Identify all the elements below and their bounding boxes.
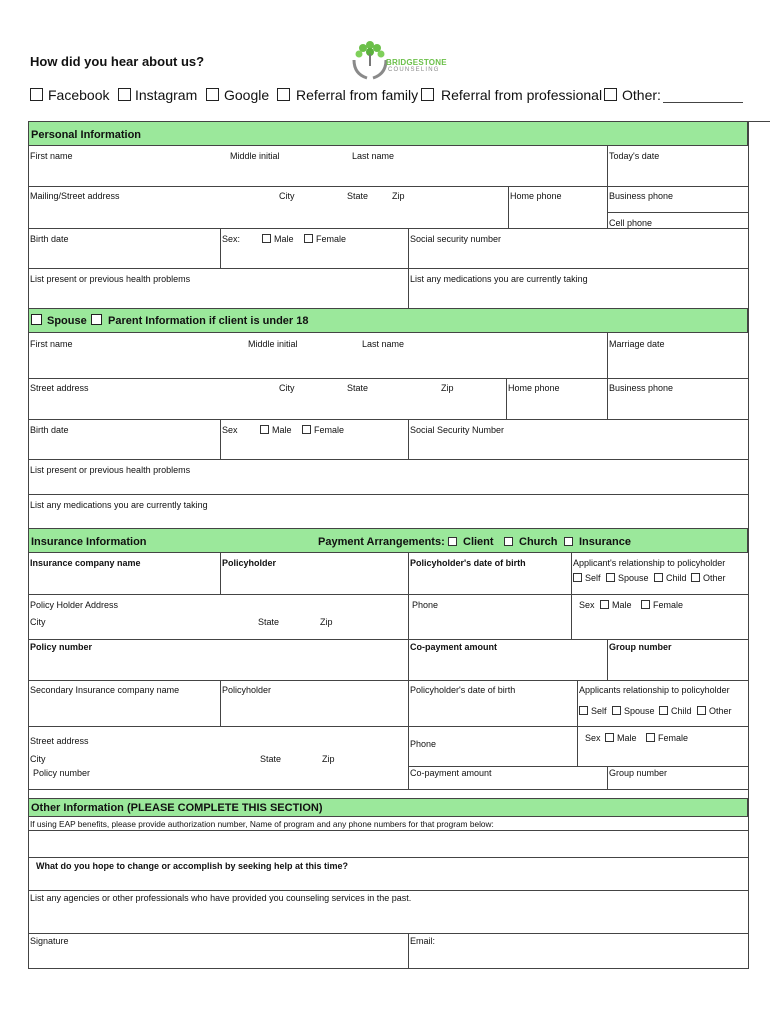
secondary-female-label: Female (658, 733, 689, 743)
rel-other-option[interactable] (691, 573, 726, 584)
divider (28, 186, 748, 187)
secondary-copay-field[interactable]: Co-payment amount (410, 768, 492, 778)
divider (28, 494, 748, 495)
business-phone-field[interactable]: Business phone (609, 191, 674, 201)
spouse-sex-label: Sex (222, 425, 238, 435)
secondary-zip-field[interactable]: Zip (322, 754, 335, 764)
copay-field[interactable]: Co-payment amount (410, 642, 498, 652)
divider (28, 890, 748, 891)
policyholder-dob-field[interactable]: Policyholder's date of birth (410, 558, 526, 568)
form-right-border (748, 121, 749, 969)
sec-rel-spouse-option[interactable] (612, 706, 655, 717)
rel-self-option[interactable] (573, 573, 601, 584)
spouse-first-name-field[interactable]: First name (30, 339, 73, 349)
divider (408, 553, 409, 680)
rel-other-label: Other (703, 573, 726, 583)
payment-insurance-label: Insurance (579, 536, 631, 548)
sec-rel-self-label: Self (591, 706, 607, 716)
sex-label: Sex: (222, 234, 241, 244)
referral-family-checkbox[interactable] (277, 88, 290, 101)
holder-female-checkbox[interactable] (641, 600, 650, 609)
secondary-policyholder-field[interactable]: Policyholder (222, 685, 272, 695)
spouse-section-header (28, 308, 748, 333)
holder-sex-label: Sex (579, 600, 595, 610)
divider (28, 857, 748, 858)
payment-client-option[interactable] (448, 535, 494, 549)
ssn-field[interactable]: Social security number (410, 234, 502, 244)
divider (28, 459, 748, 460)
rel-spouse-checkbox[interactable] (606, 573, 615, 582)
holder-city-field[interactable]: City (30, 617, 46, 627)
google-label: Google (224, 87, 270, 103)
spouse-last-name-field[interactable]: Last name (362, 339, 405, 349)
secondary-female-option[interactable] (646, 733, 688, 744)
divider (28, 789, 748, 790)
divider (571, 553, 572, 639)
divider (28, 594, 748, 595)
spouse-city-field[interactable]: City (279, 383, 295, 393)
divider (28, 933, 748, 934)
payment-insurance-option[interactable] (564, 535, 631, 549)
divider (28, 378, 748, 379)
brand-name: BRIDGESTONE (386, 58, 447, 67)
agencies-field[interactable]: List any agencies or other professionals who have provided you counseling services in the past. (30, 893, 412, 903)
spouse-female-label: Female (314, 425, 345, 435)
instagram-checkbox[interactable] (118, 88, 131, 101)
divider (28, 830, 748, 831)
other-checkbox[interactable] (604, 88, 617, 101)
secondary-sex-label: Sex (585, 733, 601, 743)
payment-church-label: Church (519, 536, 558, 548)
relationship-label: Applicant's relationship to policyholder (573, 558, 726, 568)
holder-address-field[interactable]: Policy Holder Address (30, 600, 119, 610)
spouse-male-checkbox[interactable] (260, 425, 269, 434)
parent-checkbox[interactable] (91, 314, 102, 325)
divider (577, 680, 578, 767)
payment-client-checkbox[interactable] (448, 537, 457, 546)
facebook-label: Facebook (48, 87, 110, 103)
rel-self-label: Self (585, 573, 601, 583)
brand-logo (350, 38, 450, 82)
instagram-label: Instagram (135, 87, 198, 103)
spouse-male-option[interactable] (260, 425, 292, 436)
referral-family-label: Referral from family (296, 87, 419, 103)
group-number-field[interactable]: Group number (609, 642, 672, 652)
spouse-business-phone-field[interactable]: Business phone (609, 383, 674, 393)
sec-rel-child-checkbox[interactable] (659, 706, 668, 715)
spouse-zip-field[interactable]: Zip (441, 383, 454, 393)
zip-field[interactable]: Zip (392, 191, 405, 201)
divider (408, 419, 409, 459)
rel-child-label: Child (666, 573, 687, 583)
spouse-checkbox[interactable] (31, 314, 42, 325)
other-section-title: Other Information (PLEASE COMPLETE THIS SECTION) (31, 802, 323, 814)
sec-rel-child-option[interactable] (659, 706, 692, 717)
divider (508, 186, 509, 228)
spouse-label: Spouse (47, 315, 87, 327)
female-checkbox[interactable] (304, 234, 313, 243)
last-name-field[interactable]: Last name (352, 151, 395, 161)
form-question: How did you hear about us? (30, 54, 205, 69)
secondary-male-option[interactable] (605, 733, 637, 744)
rel-child-checkbox[interactable] (654, 573, 663, 582)
spouse-state-field[interactable]: State (347, 383, 369, 393)
male-option[interactable] (262, 234, 294, 245)
secondary-city-field[interactable]: City (30, 754, 46, 764)
holder-zip-field[interactable]: Zip (320, 617, 333, 627)
divider (28, 639, 748, 640)
secondary-male-label: Male (617, 733, 637, 743)
spouse-birth-date-field[interactable]: Birth date (30, 425, 69, 435)
cell-phone-field[interactable]: Cell phone (609, 218, 653, 228)
rel-spouse-label: Spouse (618, 573, 649, 583)
header-tail-line (748, 121, 770, 122)
payment-insurance-checkbox[interactable] (564, 537, 573, 546)
insurance-company-field[interactable]: Insurance company name (30, 558, 141, 568)
holder-female-label: Female (653, 600, 684, 610)
medications-field[interactable]: List any medications you are currently taking (410, 274, 588, 284)
birth-date-field[interactable]: Birth date (30, 234, 69, 244)
rel-spouse-option[interactable] (606, 573, 649, 584)
signature-field[interactable]: Signature (30, 936, 69, 946)
spouse-street-address-field[interactable]: Street address (30, 383, 89, 393)
sec-rel-spouse-checkbox[interactable] (612, 706, 621, 715)
payment-church-checkbox[interactable] (504, 537, 513, 546)
secondary-state-field[interactable]: State (260, 754, 282, 764)
secondary-group-number-field[interactable]: Group number (609, 768, 668, 778)
holder-male-checkbox[interactable] (600, 600, 609, 609)
divider (607, 186, 608, 228)
other-label: Other: (622, 87, 661, 103)
other-section-header (28, 798, 748, 817)
spouse-ssn-field[interactable]: Social Security Number (410, 425, 505, 435)
payment-church-option[interactable] (504, 535, 558, 549)
divider (220, 553, 221, 594)
middle-initial-field[interactable]: Middle initial (230, 151, 280, 161)
city-field[interactable]: City (279, 191, 295, 201)
state-field[interactable]: State (347, 191, 369, 201)
secondary-relationship-label: Applicants relationship to policyholder (579, 685, 730, 695)
divider (607, 212, 748, 213)
secondary-phone-field[interactable]: Phone (410, 739, 437, 749)
holder-female-option[interactable] (641, 600, 683, 611)
secondary-male-checkbox[interactable] (605, 733, 614, 742)
personal-section-title: Personal Information (31, 129, 142, 141)
spouse-female-option[interactable] (302, 425, 344, 436)
divider (28, 680, 748, 681)
payment-arrangements-label: Payment Arrangements: (318, 536, 445, 548)
sec-rel-self-checkbox[interactable] (579, 706, 588, 715)
personal-section-header (28, 121, 748, 146)
divider (408, 680, 409, 789)
divider (607, 333, 608, 378)
health-problems-field[interactable]: List present or previous health problems (30, 274, 191, 284)
hope-field[interactable]: What do you hope to change or accomplish by seeking help at this time? (36, 861, 349, 871)
divider (408, 933, 409, 969)
female-option[interactable] (304, 234, 346, 245)
spouse-middle-initial-field[interactable]: Middle initial (248, 339, 298, 349)
male-label: Male (274, 234, 294, 244)
divider (607, 378, 608, 419)
divider (220, 419, 221, 459)
referral-professional-checkbox[interactable] (421, 88, 434, 101)
holder-state-field[interactable]: State (258, 617, 280, 627)
spouse-medications-field[interactable]: List any medications you are currently taking (30, 500, 208, 510)
sec-rel-other-label: Other (709, 706, 732, 716)
form-bottom-border (28, 968, 749, 969)
sec-rel-self-option[interactable] (579, 706, 607, 717)
divider (28, 228, 748, 229)
insurance-section-header (28, 528, 748, 553)
divider (607, 766, 608, 789)
divider (607, 639, 608, 680)
todays-date-field[interactable]: Today's date (609, 151, 660, 161)
spouse-male-label: Male (272, 425, 292, 435)
home-phone-field[interactable]: Home phone (510, 191, 562, 201)
sec-rel-other-checkbox[interactable] (697, 706, 706, 715)
secondary-company-field[interactable]: Secondary Insurance company name (30, 685, 180, 695)
first-name-field[interactable]: First name (30, 151, 73, 161)
mailing-address-field[interactable]: Mailing/Street address (30, 191, 120, 201)
logo-tree-icon (350, 38, 390, 80)
facebook-checkbox[interactable] (30, 88, 43, 101)
divider (28, 268, 748, 269)
male-checkbox[interactable] (262, 234, 271, 243)
secondary-dob-field[interactable]: Policyholder's date of birth (410, 685, 516, 695)
other-input-line[interactable] (663, 102, 743, 103)
sec-rel-child-label: Child (671, 706, 692, 716)
spouse-home-phone-field[interactable]: Home phone (508, 383, 560, 393)
divider (506, 378, 507, 419)
google-checkbox[interactable] (206, 88, 219, 101)
rel-child-option[interactable] (654, 573, 687, 584)
payment-client-label: Client (463, 536, 494, 548)
secondary-street-address-field[interactable]: Street address (30, 736, 89, 746)
holder-male-option[interactable] (600, 600, 632, 611)
policyholder-field[interactable]: Policyholder (222, 558, 277, 568)
female-label: Female (316, 234, 347, 244)
secondary-policy-number-field[interactable]: Policy number (33, 768, 91, 778)
divider (408, 766, 748, 767)
email-field[interactable]: Email: (410, 936, 436, 946)
policy-number-field[interactable]: Policy number (30, 642, 93, 652)
rel-other-checkbox[interactable] (691, 573, 700, 582)
divider (607, 146, 608, 186)
marriage-date-field[interactable]: Marriage date (609, 339, 665, 349)
divider (220, 228, 221, 268)
holder-male-label: Male (612, 600, 632, 610)
spouse-female-checkbox[interactable] (302, 425, 311, 434)
eap-field[interactable]: If using EAP benefits, please provide authorization number, Name of program and any phone numbers for that program below: (30, 819, 494, 829)
brand-subtitle: COUNSELING (388, 67, 440, 73)
spouse-health-problems-field[interactable]: List present or previous health problems (30, 465, 191, 475)
divider (28, 419, 748, 420)
holder-phone-field[interactable]: Phone (412, 600, 439, 610)
referral-professional-label: Referral from professional (441, 87, 603, 103)
parent-section-title: Parent Information if client is under 18 (108, 315, 309, 327)
divider (220, 680, 221, 726)
rel-self-checkbox[interactable] (573, 573, 582, 582)
divider (28, 726, 748, 727)
insurance-section-title: Insurance Information (31, 536, 147, 548)
sec-rel-other-option[interactable] (697, 706, 732, 717)
secondary-female-checkbox[interactable] (646, 733, 655, 742)
sec-rel-spouse-label: Spouse (624, 706, 655, 716)
